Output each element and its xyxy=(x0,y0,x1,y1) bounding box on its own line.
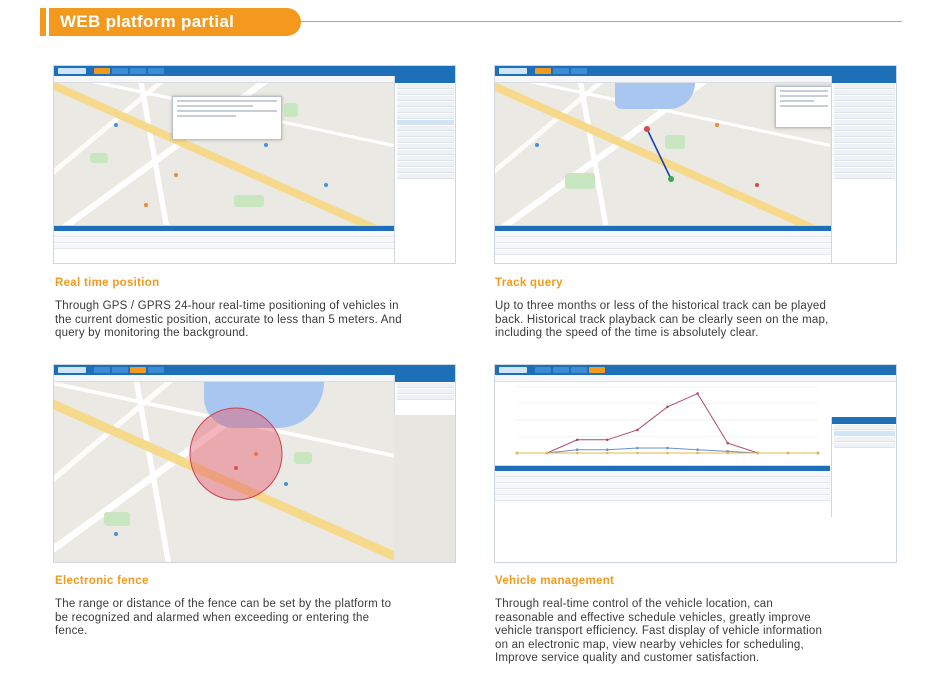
screenshot-real-time-position xyxy=(53,65,456,264)
screenshot-track-query xyxy=(494,65,897,264)
chart-point xyxy=(666,452,669,455)
chart-point xyxy=(636,429,639,432)
chart-point xyxy=(606,452,609,455)
platform-logo xyxy=(58,68,86,74)
feature-desc-track-query: Up to three months or less of the historical track can be played back. Historical track playback can be clearly seen on the map, including the speed of the time is absolutely clear. xyxy=(495,300,829,339)
nav-item[interactable] xyxy=(571,68,587,74)
chart-point xyxy=(726,452,729,455)
fence-map-view[interactable] xyxy=(54,382,394,562)
feature-title-real-time-position: Real time position xyxy=(55,277,160,289)
nav-item[interactable] xyxy=(553,367,569,373)
chart-point xyxy=(606,439,609,442)
breadcrumb xyxy=(495,375,896,382)
chart-point xyxy=(696,448,699,451)
nav-item[interactable] xyxy=(571,367,587,373)
feature-desc-real-time-position: Through GPS / GPRS 24-hour real-time positioning of vehicles in the current domestic position, accurate to less than 5 meters. And query by monitoring the background. xyxy=(55,300,402,339)
nav-item[interactable] xyxy=(535,68,551,74)
chart-point xyxy=(576,452,579,455)
chart-point xyxy=(546,452,549,455)
nav-item[interactable] xyxy=(553,68,569,74)
screenshot-electronic-fence xyxy=(53,364,456,563)
chart-point xyxy=(516,452,519,455)
geo-fence[interactable] xyxy=(54,382,394,562)
vehicle-list-panel xyxy=(394,76,456,263)
chart-point xyxy=(817,452,820,455)
vehicle-list-panel xyxy=(831,417,897,517)
fence-settings-panel xyxy=(394,375,456,415)
feature-title-vehicle-management: Vehicle management xyxy=(495,575,615,587)
banner-title: WEB platform partial preview xyxy=(49,8,301,36)
nav-item[interactable] xyxy=(589,367,605,373)
chart-point xyxy=(666,447,669,450)
nav-item[interactable] xyxy=(148,367,164,373)
section-banner xyxy=(0,8,941,59)
chart-point xyxy=(696,452,699,455)
platform-topbar xyxy=(54,365,455,375)
track-query-form xyxy=(775,86,833,128)
chart-point xyxy=(576,439,579,442)
nav-item[interactable] xyxy=(94,367,110,373)
chart-point xyxy=(666,406,669,409)
track-points-table xyxy=(495,225,831,264)
chart-series-line-0 xyxy=(517,394,818,453)
nav-item[interactable] xyxy=(148,68,164,74)
vehicle-list-panel xyxy=(831,76,897,263)
nav-item[interactable] xyxy=(130,68,146,74)
platform-topbar xyxy=(495,365,896,375)
chart-point xyxy=(576,448,579,451)
feature-desc-electronic-fence: The range or distance of the fence can be set by the platform to be recognized and alarmed when exceeding or entering the fence. xyxy=(55,598,392,637)
vehicle-info-popup xyxy=(172,96,282,140)
chart-point xyxy=(696,392,699,395)
chart-point xyxy=(787,452,790,455)
platform-topbar xyxy=(54,66,455,76)
chart-point xyxy=(606,448,609,451)
chart-point xyxy=(636,447,639,450)
banner-accent-bar xyxy=(40,8,46,36)
chart-point xyxy=(726,442,729,445)
nav-item[interactable] xyxy=(130,367,146,373)
banner-rule xyxy=(292,21,902,22)
nav-item[interactable] xyxy=(94,68,110,74)
screenshot-vehicle-management xyxy=(494,364,897,563)
feature-title-electronic-fence: Electronic fence xyxy=(55,575,149,587)
mileage-line-chart xyxy=(495,383,830,463)
chart-point xyxy=(636,452,639,455)
feature-title-track-query: Track query xyxy=(495,277,563,289)
platform-topbar xyxy=(495,66,896,76)
chart-point xyxy=(757,452,760,455)
nav-item[interactable] xyxy=(112,68,128,74)
mileage-report-table xyxy=(495,465,830,512)
feature-desc-vehicle-management: Through real-time control of the vehicle location, can reasonable and effective schedule vehicles, greatly improve vehicle transport efficiency. Fast display of vehicle information on an electronic map, view nearby vehicles for scheduling, Improve service quality and customer satisfaction. xyxy=(495,598,823,664)
vehicle-status-table xyxy=(54,225,394,264)
track-end-marker xyxy=(668,176,674,182)
nav-item[interactable] xyxy=(535,367,551,373)
nav-item[interactable] xyxy=(112,367,128,373)
track-start-marker xyxy=(644,126,650,132)
